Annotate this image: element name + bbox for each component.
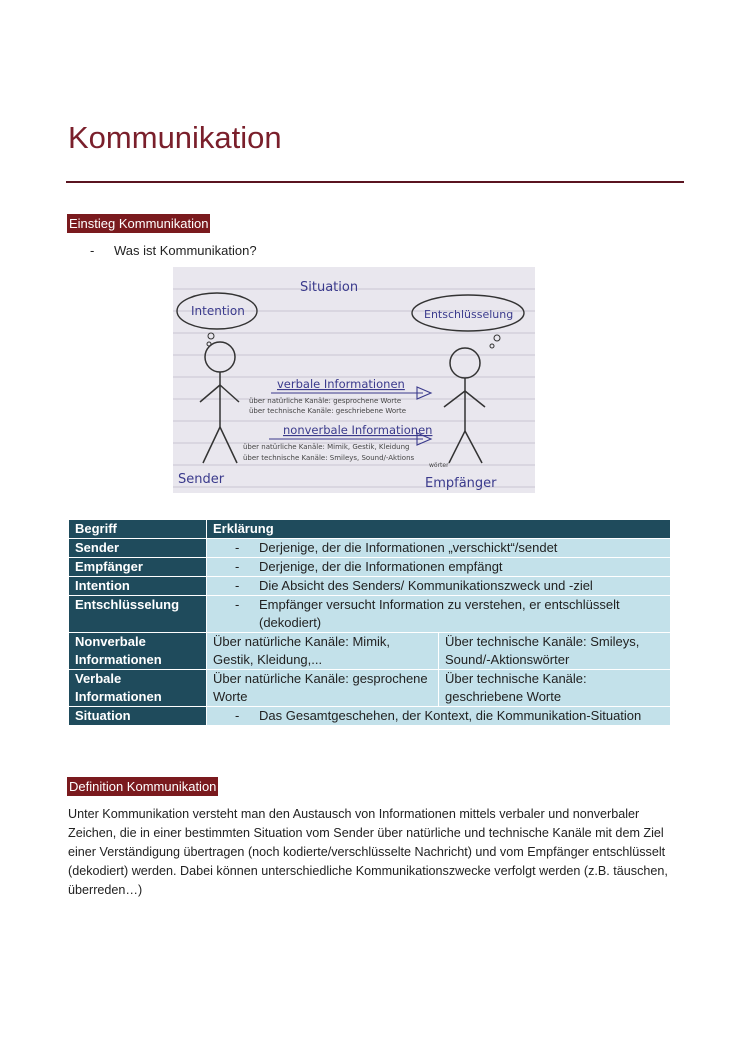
term-nonverbale: Nonverbale Informationen (69, 633, 207, 670)
verbale-technical: Über technische Kanäle: geschriebene Worte (439, 670, 671, 707)
table-row (69, 558, 671, 577)
sketch-entschluesselung-label: Entschlüsselung (424, 308, 514, 321)
table-row (69, 670, 671, 707)
table-header-row (69, 520, 671, 539)
explanation-situation: Das Gesamtgeschehen, der Kontext, die Kommunikation-Situation (259, 708, 642, 723)
explanation-sender: Derjenige, der die Informationen „verschickt“/sendet (259, 540, 558, 555)
header-term: Begriff (69, 520, 207, 539)
explanation-empfaenger: Derjenige, der die Informationen empfängt (259, 559, 503, 574)
nonverbale-natural: Über natürliche Kanäle: Mimik, Gestik, Kleidung,... (207, 633, 439, 670)
section-heading-einstieg: Einstieg Kommunikation (69, 216, 209, 231)
definitions-table (68, 519, 671, 726)
table-row (69, 577, 671, 596)
table-row (69, 596, 671, 633)
bullet-dash: - (90, 243, 95, 258)
communication-sketch (173, 267, 535, 493)
sketch-nonverbal-line1: über natürliche Kanäle: Mimik, Gestik, Kleidung (243, 443, 410, 451)
row-dash: - (235, 578, 240, 593)
sketch-verbal-line2: über technische Kanäle: geschriebene Worte (249, 407, 407, 415)
explanation-entschluesselung: Empfänger versucht Information zu verstehen, er entschlüsselt (dekodiert) (259, 597, 620, 630)
sketch-nonverbal-line3: wörter (429, 462, 449, 469)
header-explanation: Erklärung (207, 520, 671, 539)
term-empfaenger: Empfänger (69, 558, 207, 577)
bullet-text: Was ist Kommunikation? (114, 243, 257, 258)
row-dash: - (235, 708, 240, 723)
row-dash: - (235, 559, 240, 574)
sketch-situation-label: Situation (300, 280, 359, 295)
page-title: Kommunikation (68, 120, 282, 155)
sketch-verbal-line1: über natürliche Kanäle: gesprochene Worte (249, 397, 402, 405)
row-dash: - (235, 597, 240, 612)
bullet-item (90, 243, 257, 258)
table-row (69, 707, 671, 726)
sketch-empfaenger-label: Empfänger (425, 476, 497, 491)
nonverbale-technical: Über technische Kanäle: Smileys, Sound/-Aktionswörter (439, 633, 671, 670)
sketch-verbal-title: verbale Informationen (277, 377, 405, 391)
verbale-natural: Über natürliche Kanäle: gesprochene Worte (207, 670, 439, 707)
table-row (69, 539, 671, 558)
term-verbale: Verbale Informationen (69, 670, 207, 707)
sketch-nonverbal-title: nonverbale Informationen (283, 423, 433, 437)
term-entschluesselung: Entschlüsselung (69, 596, 207, 633)
term-situation: Situation (69, 707, 207, 726)
title-divider (66, 181, 684, 183)
row-dash: - (235, 540, 240, 555)
sketch-intention-label: Intention (191, 304, 245, 318)
definition-paragraph: Unter Kommunikation versteht man den Austausch von Informationen mittels verbaler und nonverbaler Zeichen, die in einer bestimmten Situation vom Sender über natürliche und technische Kanäle mit dem Ziel einer Verständigung übertragen (noch kodierte/verschlüsselte Nachricht) und vom Empfänger entschlüsselt (dekodiert) werden. Dabei können unterschiedliche Kommunikationszwecke verfolgt werden (z.B. täuschen, überreden…) (68, 807, 668, 897)
explanation-intention: Die Absicht des Senders/ Kommunikationszweck und -ziel (259, 578, 593, 593)
sketch-sender-label: Sender (178, 472, 225, 487)
term-intention: Intention (69, 577, 207, 596)
term-sender: Sender (69, 539, 207, 558)
sketch-nonverbal-line2: über technische Kanäle: Smileys, Sound/-Aktions (243, 454, 415, 462)
table-row (69, 633, 671, 670)
section-heading-definition: Definition Kommunikation (69, 779, 217, 794)
